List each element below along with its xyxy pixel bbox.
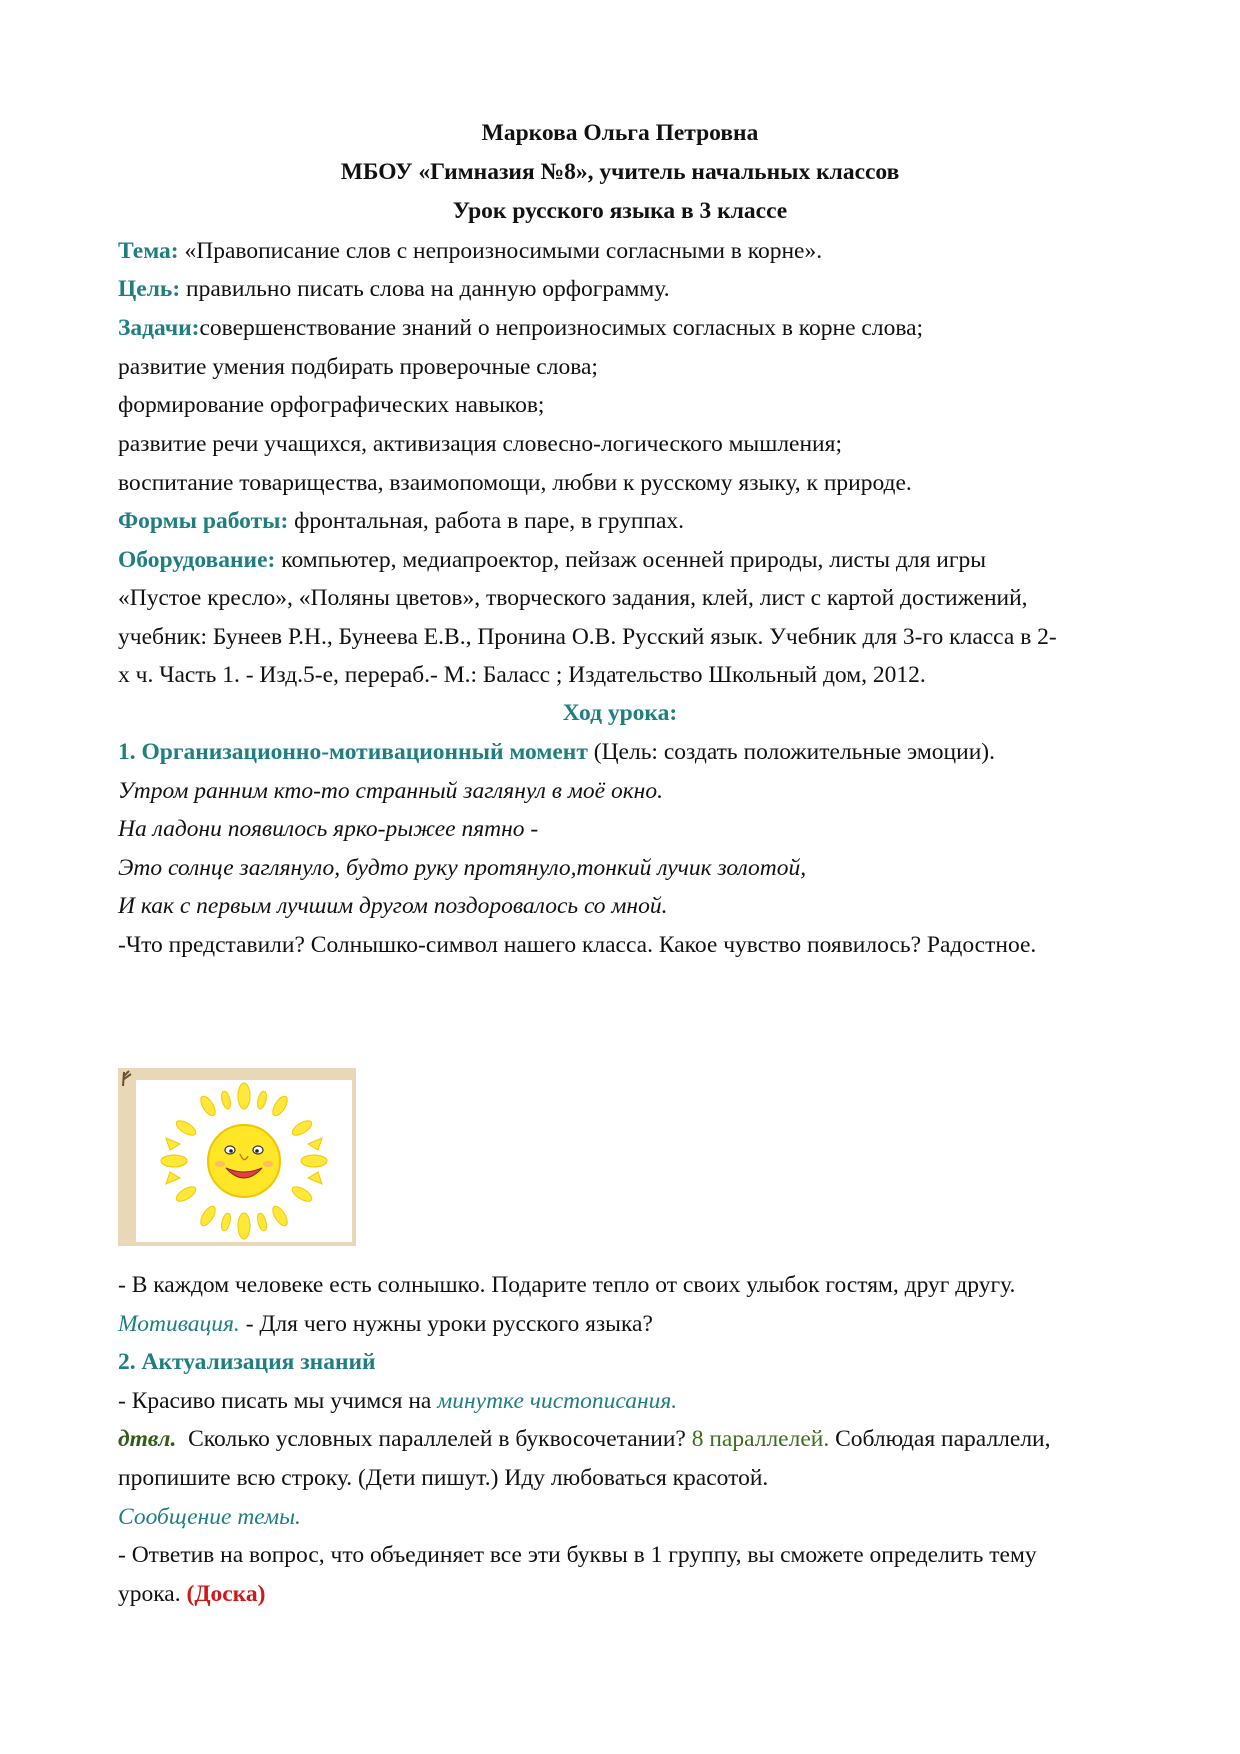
goal-text: правильно писать слова на данную орфограмму.: [180, 276, 670, 302]
poem-line: Утром ранним кто-то странный заглянул в моё окно.: [118, 778, 663, 804]
board-label: (Доска): [186, 1581, 266, 1607]
school-line: МБОУ «Гимназия №8», учитель начальных классов: [340, 159, 900, 185]
motivation-label: Мотивация.: [118, 1311, 240, 1337]
poem-line: Это солнце заглянуло, будто руку протянуло,тонкий лучик золотой,: [118, 855, 807, 881]
penmanship-line: [118, 1387, 677, 1415]
section1-heading: [118, 738, 995, 766]
tasks-label: Задачи:: [118, 315, 200, 341]
goal-label: Цель:: [118, 276, 181, 302]
penmanship-text: - Красиво писать мы учимся на: [118, 1388, 438, 1414]
task-item: развитие умения подбирать проверочные слова;: [118, 354, 598, 380]
course-title: Ход урока:: [562, 700, 678, 726]
forms-text: фронтальная, работа в паре, в группах.: [288, 508, 685, 534]
letters-sample: дтвл.: [118, 1426, 177, 1452]
topic-line: [118, 237, 822, 265]
parallels-answer: 8 параллелей.: [691, 1426, 830, 1452]
author-name: Маркова Ольга Петровна: [481, 120, 759, 146]
task-item: развитие речи учащихся, активизация словесно-логического мышления;: [118, 431, 842, 457]
parallels-line: [118, 1425, 1051, 1453]
equipment-text: компьютер, медиапроектор, пейзаж осенней природы, листы для игры: [275, 547, 987, 573]
tasks-first: совершенствование знаний о непроизносимых согласных в корне слова;: [199, 315, 924, 341]
equipment-continuation: учебник: Бунеев Р.Н., Бунеева Е.В., Пронина О.В. Русский язык. Учебник для 3-го класса в 2-: [118, 624, 1057, 650]
forms-label: Формы работы:: [118, 508, 289, 534]
question-line: -Что представили? Солнышко-символ нашего класса. Какое чувство появилось? Радостное.: [118, 932, 1037, 958]
equipment-continuation: «Пустое кресло», «Поляны цветов», творческого задания, клей, лист с картой достижений,: [118, 585, 1028, 611]
answer-line: - Ответив на вопрос, что объединяет все эти буквы в 1 группу, вы сможете определить тему: [118, 1542, 1037, 1568]
tasks-line: [118, 314, 923, 342]
poem-line: И как с первым лучшим другом поздоровалось со мной.: [118, 893, 668, 919]
section1-title: 1. Организационно-мотивационный момент: [118, 739, 588, 765]
topic-text: «Правописание слов с непроизносимыми согласными в корне».: [178, 238, 823, 264]
motivation-line: [118, 1310, 653, 1338]
write-line: пропишите всю строку. (Дети пишут.) Иду любоваться красотой.: [118, 1465, 769, 1491]
equipment-line: [118, 546, 986, 574]
parallels-tail: Соблюдая параллели,: [829, 1426, 1051, 1452]
after-image-line: - В каждом человеке есть солнышко. Подарите тепло от своих улыбок гостям, друг другу.: [118, 1272, 1016, 1298]
penmanship-emphasis: минутке чистописания.: [437, 1388, 678, 1414]
motivation-text: - Для чего нужны уроки русского языка?: [239, 1311, 653, 1337]
section2-title: 2. Актуализация знаний: [118, 1349, 376, 1375]
section1-note: (Цель: создать положительные эмоции).: [587, 739, 995, 765]
poem-line: На ладони появилось ярко-рыжее пятно -: [118, 816, 539, 842]
task-item: воспитание товарищества, взаимопомощи, любви к русскому языку, к природе.: [118, 470, 912, 496]
topic-message: Сообщение темы.: [118, 1504, 301, 1530]
equipment-label: Оборудование:: [118, 547, 276, 573]
task-item: формирование орфографических навыков;: [118, 392, 545, 418]
corner-mark-icon: [120, 1068, 136, 1088]
sun-picture: [118, 1068, 356, 1246]
equipment-continuation: х ч. Часть 1. - Изд.5-е, перераб.- М.: Баласс ; Издательство Школьный дом, 2012.: [118, 662, 926, 688]
forms-line: [118, 507, 684, 535]
board-line: [118, 1580, 265, 1608]
smiling-sun-icon: [136, 1080, 352, 1242]
parallels-question: Сколько условных параллелей в буквосочетании?: [176, 1426, 692, 1452]
lesson-word: урока.: [118, 1581, 187, 1607]
lesson-line: Урок русского языка в 3 классе: [452, 198, 788, 224]
topic-label: Тема:: [118, 238, 179, 264]
goal-line: [118, 275, 670, 303]
